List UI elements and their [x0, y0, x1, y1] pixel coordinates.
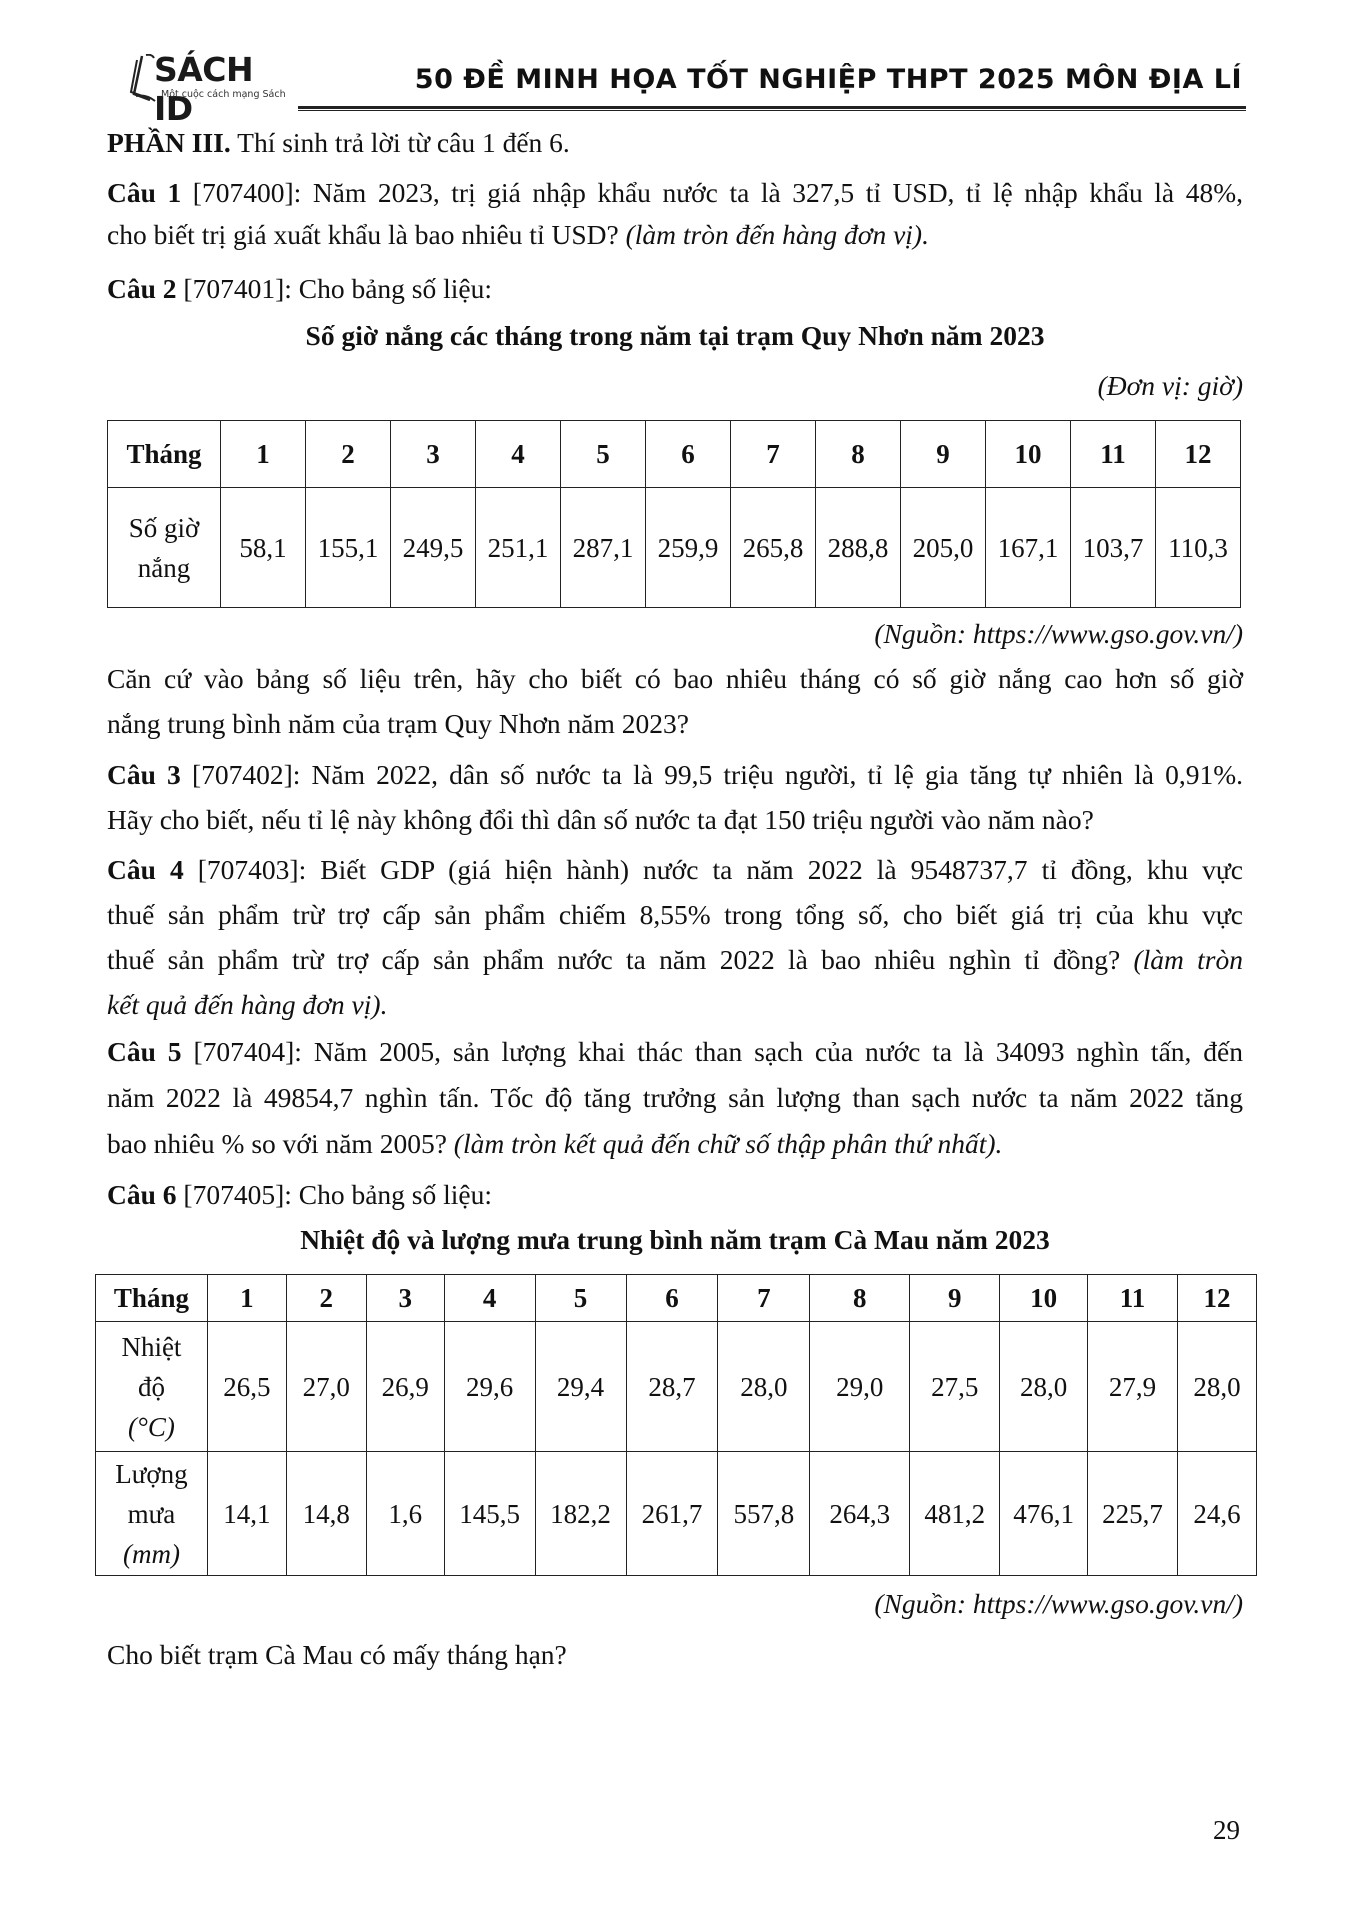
- question-id: [707400]: [181, 177, 294, 208]
- table-cell: 29,0: [810, 1322, 910, 1452]
- question-text: thuế sản phẩm trừ trợ cấp sản phẩm nước ta năm 2022 là bao nhiêu nghìn tỉ đồng?: [107, 944, 1134, 975]
- question-4-line-2: thuế sản phẩm trừ trợ cấp sản phẩm chiếm 8,55% trong tổng số, cho biết giá trị của khu vực: [107, 899, 1243, 930]
- question-5-line-3: [107, 1127, 1002, 1161]
- table-cell: 205,0: [901, 488, 986, 608]
- logo-text: SÁCH ID: [154, 50, 254, 128]
- row-label-line: độ: [137, 1371, 165, 1402]
- question-2-line-2: Căn cứ vào bảng số liệu trên, hãy cho biết có bao nhiêu tháng có số giờ nắng cao hơn số giờ: [107, 663, 1243, 694]
- question-2: [107, 272, 492, 306]
- month-header: 8: [816, 421, 901, 488]
- table-cell: 288,8: [816, 488, 901, 608]
- table-cell: 155,1: [306, 488, 391, 608]
- question-label: Câu 5: [107, 1036, 182, 1067]
- rounding-note: (làm tròn đến hàng đơn vị).: [625, 219, 929, 250]
- table-cell: 265,8: [731, 488, 816, 608]
- month-header: 12: [1156, 421, 1241, 488]
- question-5: [107, 1035, 1243, 1069]
- month-header: 7: [731, 421, 816, 488]
- question-text: bao nhiêu % so với năm 2005?: [107, 1128, 454, 1159]
- question-3: [107, 758, 1243, 792]
- table-cell: 28,0: [1178, 1322, 1257, 1452]
- table-1-unit: (Đơn vị: giờ): [1097, 370, 1243, 401]
- table-cell: 1,6: [366, 1452, 444, 1576]
- section-text: Thí sinh trả lời từ câu 1 đến 6.: [230, 127, 570, 158]
- table-cell: 28,0: [718, 1322, 810, 1452]
- question-id: [707403]: [183, 854, 299, 885]
- month-header: 2: [306, 421, 391, 488]
- table-cell: 26,5: [207, 1322, 286, 1452]
- month-header: 6: [626, 1275, 718, 1322]
- table-cell: 167,1: [986, 488, 1071, 608]
- question-1: [107, 176, 1243, 210]
- table-cell: 251,1: [476, 488, 561, 608]
- rounding-note: (làm tròn: [1133, 944, 1243, 975]
- table-cell: 29,4: [535, 1322, 626, 1452]
- question-1-line-2: [107, 218, 929, 252]
- month-header: 5: [561, 421, 646, 488]
- rounding-note: (làm tròn kết quả đến chữ số thập phân thứ nhất).: [453, 1128, 1003, 1159]
- month-header: 2: [286, 1275, 366, 1322]
- table-cell: 182,2: [535, 1452, 626, 1576]
- section-label: PHẦN III.: [107, 127, 231, 158]
- table-cell: 476,1: [1000, 1452, 1088, 1576]
- question-4: [107, 853, 1243, 887]
- table-cell: 28,7: [626, 1322, 718, 1452]
- table-cell: 14,1: [207, 1452, 286, 1576]
- table-cell: 225,7: [1088, 1452, 1178, 1576]
- question-id: [707405]: [176, 1179, 285, 1210]
- month-header: 12: [1178, 1275, 1257, 1322]
- question-3-line-2: Hãy cho biết, nếu tỉ lệ này không đổi thì dân số nước ta đạt 150 triệu người vào năm nào?: [107, 804, 1094, 835]
- table-cell: 145,5: [444, 1452, 535, 1576]
- table-row: [108, 488, 1241, 608]
- table-cell: 58,1: [221, 488, 306, 608]
- row-label: [96, 1452, 208, 1576]
- month-header: 1: [207, 1275, 286, 1322]
- month-header: 4: [476, 421, 561, 488]
- table-1-source: (Nguồn: https://www.gso.gov.vn/): [874, 618, 1243, 649]
- month-header: 11: [1088, 1275, 1178, 1322]
- question-label: Câu 1: [107, 177, 182, 208]
- question-id: [707402]: [180, 759, 293, 790]
- table-cell: 26,9: [366, 1322, 444, 1452]
- logo-tagline: Một cuộc cách mạng Sách: [161, 89, 286, 100]
- question-5-line-2: năm 2022 là 49854,7 nghìn tấn. Tốc độ tăng trưởng sản lượng than sạch nước ta năm 2022 tăng: [107, 1082, 1243, 1113]
- table-cell: 27,0: [286, 1322, 366, 1452]
- table-cell: 24,6: [1178, 1452, 1257, 1576]
- page-number: 29: [1213, 1815, 1240, 1845]
- month-header: 10: [1000, 1275, 1088, 1322]
- month-header: 7: [718, 1275, 810, 1322]
- book-icon: [128, 54, 156, 102]
- question-text: cho biết trị giá xuất khẩu là bao nhiêu tỉ USD?: [107, 219, 626, 250]
- table-cell: 103,7: [1071, 488, 1156, 608]
- month-header: 8: [810, 1275, 910, 1322]
- table-header-row: [108, 421, 1241, 488]
- table-cell: 29,6: [444, 1322, 535, 1452]
- row-label-line: Lượng: [115, 1458, 188, 1489]
- header-label: Tháng: [96, 1275, 208, 1322]
- table-row-rainfall: [96, 1452, 1257, 1576]
- month-header: 10: [986, 421, 1071, 488]
- table-cell: 264,3: [810, 1452, 910, 1576]
- question-4-line-4: [107, 988, 387, 1022]
- table-2-source: (Nguồn: https://www.gso.gov.vn/): [874, 1588, 1243, 1619]
- question-label: Câu 3: [107, 759, 181, 790]
- question-4-line-3: [107, 943, 1243, 977]
- question-text: : Cho bảng số liệu:: [284, 1179, 493, 1210]
- row-label-line: Nhiệt: [121, 1331, 182, 1362]
- table-cell: 27,9: [1088, 1322, 1178, 1452]
- table-2-title: Nhiệt độ và lượng mưa trung bình năm trạm Cà Mau năm 2023: [300, 1224, 1050, 1255]
- month-header: 6: [646, 421, 731, 488]
- table-cell: 28,0: [1000, 1322, 1088, 1452]
- table-cell: 14,8: [286, 1452, 366, 1576]
- table-cell: 261,7: [626, 1452, 718, 1576]
- question-label: Câu 6: [107, 1179, 177, 1210]
- row-label-unit: (°C): [128, 1411, 175, 1442]
- row-label-line: Số giờ: [128, 512, 200, 543]
- question-text: : Năm 2022, dân số nước ta là 99,5 triệu người, tỉ lệ gia tăng tự nhiên là 0,91%.: [292, 759, 1243, 790]
- row-label-unit: (mm): [122, 1538, 180, 1569]
- question-id: [707401]: [176, 273, 285, 304]
- row-label-line: mưa: [127, 1498, 176, 1529]
- table-cell: 249,5: [391, 488, 476, 608]
- row-label: [108, 488, 221, 608]
- month-header: 5: [535, 1275, 626, 1322]
- table-cell: 110,3: [1156, 488, 1241, 608]
- question-label: Câu 4: [107, 854, 184, 885]
- rounding-note: kết quả đến hàng đơn vị).: [107, 989, 388, 1020]
- table-cell: 481,2: [910, 1452, 1000, 1576]
- table-cell: 557,8: [718, 1452, 810, 1576]
- table-cell: 259,9: [646, 488, 731, 608]
- publisher-logo: [128, 50, 288, 128]
- section-heading: [107, 126, 570, 160]
- question-text: : Năm 2005, sản lượng khai thác than sạch của nước ta là 34093 nghìn tấn, đến: [294, 1036, 1243, 1067]
- row-label-line: nắng: [137, 552, 191, 583]
- temperature-rainfall-table: [95, 1274, 1257, 1576]
- question-label: Câu 2: [107, 273, 177, 304]
- month-header: 4: [444, 1275, 535, 1322]
- question-id: [707404]: [181, 1036, 295, 1067]
- question-6-line-2: Cho biết trạm Cà Mau có mấy tháng hạn?: [107, 1639, 567, 1670]
- header-label: Tháng: [108, 421, 221, 488]
- month-header: 11: [1071, 421, 1156, 488]
- month-header: 3: [366, 1275, 444, 1322]
- month-header: 1: [221, 421, 306, 488]
- month-header: 9: [910, 1275, 1000, 1322]
- table-1-title: Số giờ nắng các tháng trong năm tại trạm Quy Nhơn năm 2023: [305, 320, 1045, 351]
- table-cell: 27,5: [910, 1322, 1000, 1452]
- table-row-temperature: [96, 1322, 1257, 1452]
- question-text: : Biết GDP (giá hiện hành) nước ta năm 2022 là 9548737,7 tỉ đồng, khu vực: [298, 854, 1243, 885]
- row-label: [96, 1322, 208, 1452]
- question-text: : Năm 2023, trị giá nhập khẩu nước ta là 327,5 tỉ USD, tỉ lệ nhập khẩu là 48%,: [293, 177, 1243, 208]
- question-6: [107, 1178, 492, 1212]
- table-cell: 287,1: [561, 488, 646, 608]
- month-header: 9: [901, 421, 986, 488]
- sunshine-hours-table: [107, 420, 1241, 608]
- question-text: : Cho bảng số liệu:: [284, 273, 493, 304]
- month-header: 3: [391, 421, 476, 488]
- table-header-row: [96, 1275, 1257, 1322]
- book-title: 50 ĐỀ MINH HỌA TỐT NGHIỆP THPT 2025 MÔN ĐỊA LÍ: [414, 64, 1242, 95]
- question-2-line-3: nắng trung bình năm của trạm Quy Nhơn năm 2023?: [107, 708, 689, 739]
- header-rule: [298, 106, 1246, 111]
